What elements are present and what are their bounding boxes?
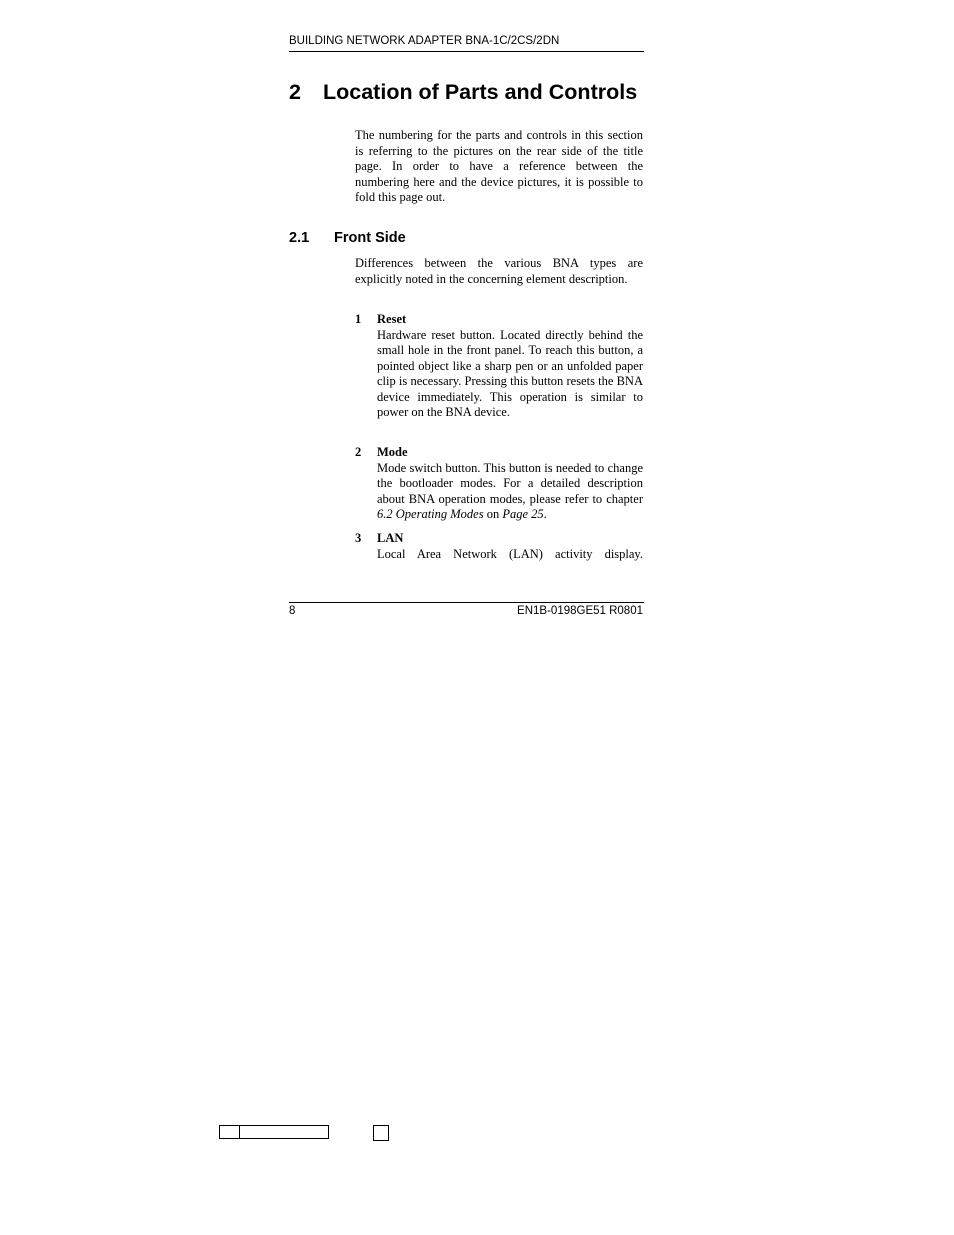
section-intro: Differences between the various BNA types are explicitly noted in the concerning element description. [355,256,643,286]
document-code: EN1B-0198GE51 R0801 [517,605,643,617]
item-description-text: on [483,507,503,521]
item-number: 2 [355,445,362,459]
list-item-mode [355,445,643,523]
chapter-title-text: Location of Parts and Controls [323,80,638,104]
chapter-title [289,79,649,105]
chapter-number: 2 [289,80,301,104]
print-mark-bar [219,1125,329,1139]
page-number: 8 [289,605,296,617]
print-mark-tick [239,1126,240,1138]
section-title-text: Front Side [334,230,406,246]
item-title: Reset [377,312,407,326]
chapter-intro: The numbering for the parts and controls in this section is referring to the pictures on the rear side of the title page. In order to have a reference between the numbering here and the device pictures, it is possible to fold this page out. [355,128,643,204]
list-item-lan [355,531,643,562]
print-mark-square [373,1125,389,1141]
item-title: Mode [377,445,408,459]
item-description: Hardware reset button. Located directly behind the small hole in the front panel. To reach this button, a pointed object like a sharp pen or an unfolded paper clip is necessary. Pressing this button resets the BNA device immediately. This operation is similar to power on the BNA device. [377,327,643,419]
item-number: 1 [355,312,362,326]
section-title [289,229,589,247]
item-description [377,461,643,523]
item-description: Local Area Network (LAN) activity display. [377,546,643,561]
running-header: BUILDING NETWORK ADAPTER BNA-1C/2CS/2DN [289,35,644,52]
footer-rule [289,602,644,603]
item-description-text: . [543,507,547,521]
chapter-reference: 6.2 Operating Modes [377,507,484,521]
item-number: 3 [355,531,362,545]
list-item-reset [355,312,643,421]
item-title: LAN [377,531,404,545]
section-number: 2.1 [289,230,310,246]
item-description-text: Mode switch button. This button is needed to change the bootloader modes. For a detailed description about BNA operation modes, please refer to chapter [377,460,643,506]
page-reference: Page 25 [502,507,544,521]
